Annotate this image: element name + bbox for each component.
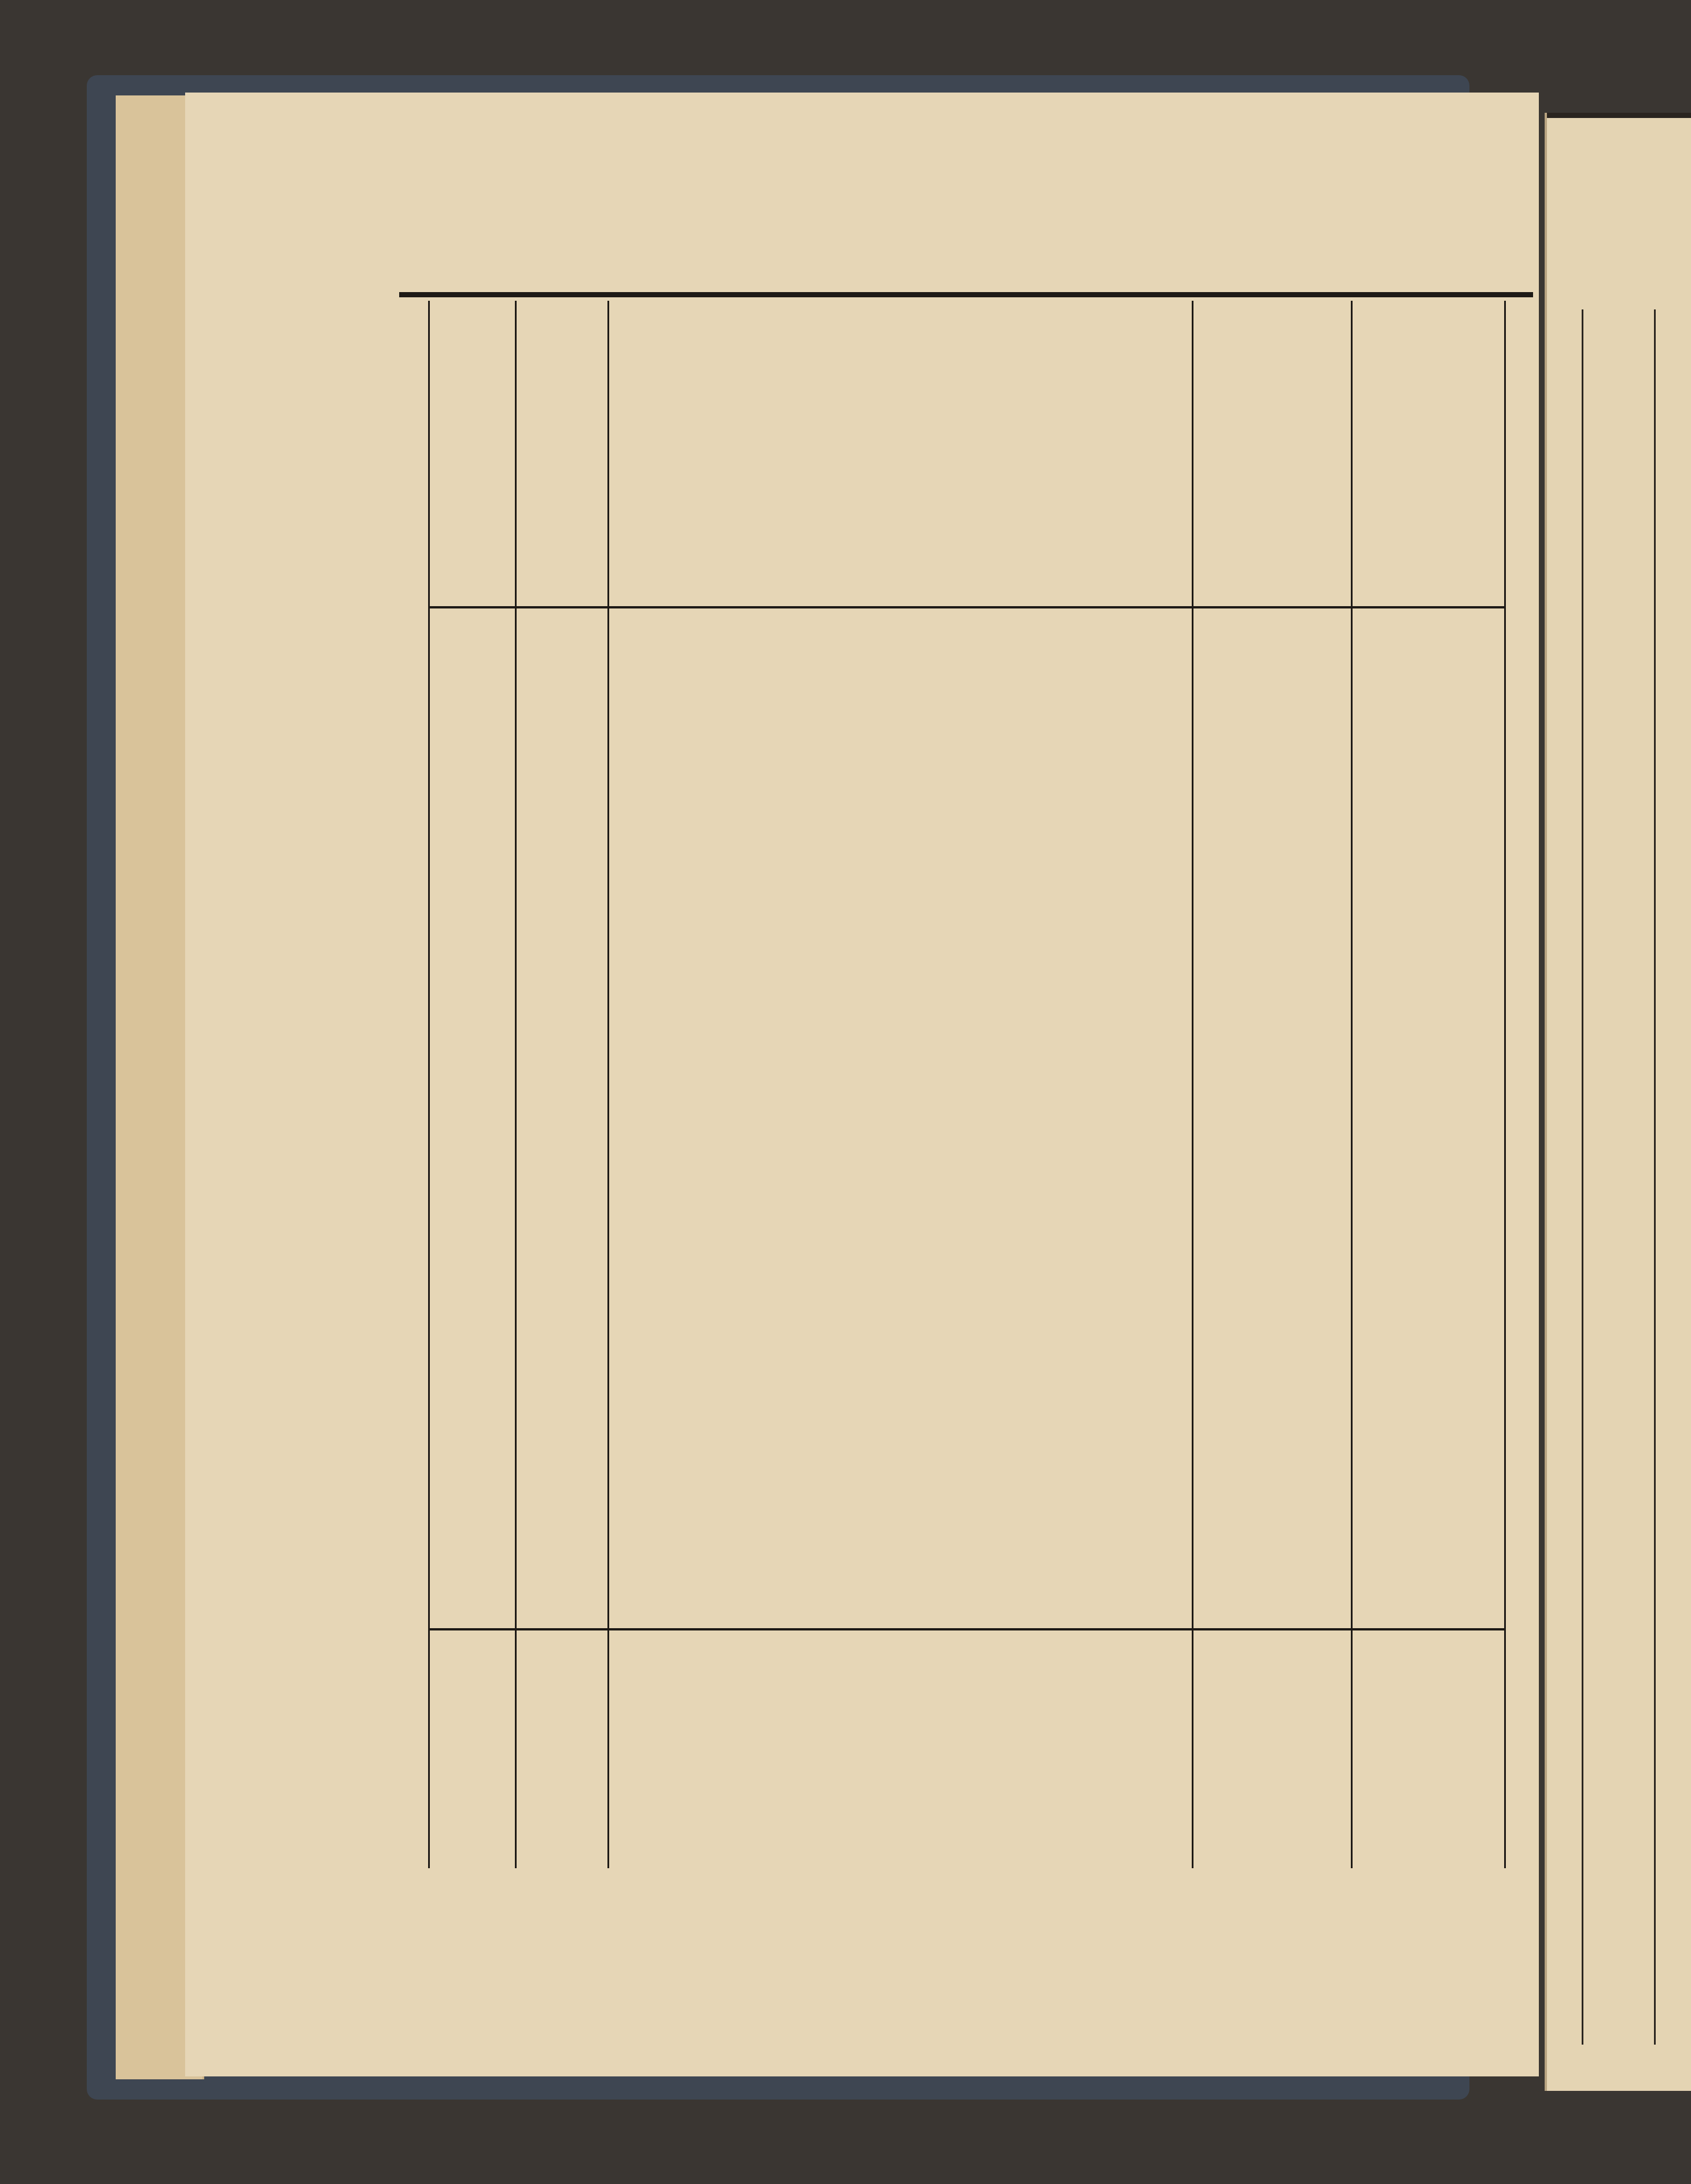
column-rule xyxy=(1351,301,1353,1868)
facing-page xyxy=(1545,113,1691,2091)
document-page xyxy=(185,93,1539,2076)
facing-page-column-rule xyxy=(1582,309,1583,2045)
facing-page-top-rule xyxy=(1547,113,1691,118)
table-header-rule xyxy=(428,606,1504,608)
column-rule xyxy=(1504,301,1506,1868)
column-rule xyxy=(428,301,430,1868)
table-top-rule xyxy=(399,292,1533,297)
column-rule xyxy=(515,301,517,1868)
facing-page-column-rule xyxy=(1654,309,1656,2045)
column-rule xyxy=(607,301,609,1868)
table-group-rule xyxy=(428,1628,1504,1630)
column-rule xyxy=(1192,301,1193,1868)
